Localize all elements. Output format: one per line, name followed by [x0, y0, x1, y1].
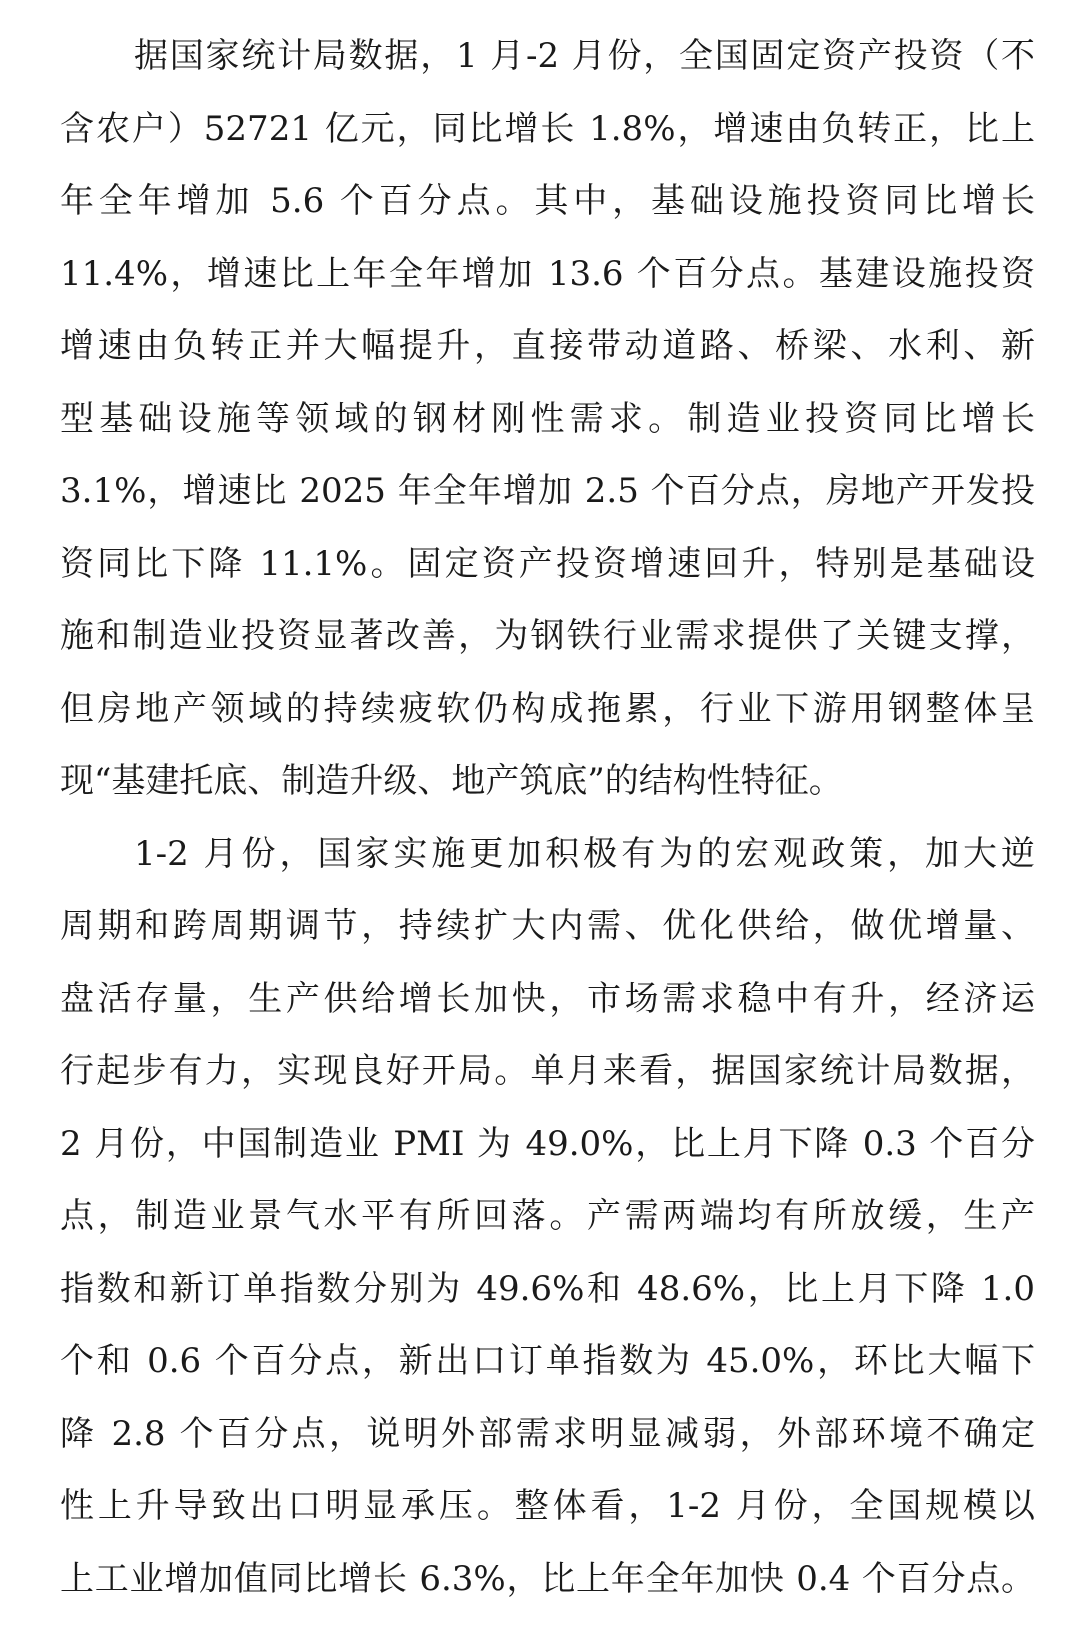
text-line: 但房地产领域的持续疲软仍构成拖累，行业下游用钢整体呈: [60, 689, 1035, 729]
text-line: 11.4%，增速比上年全年增加 13.6 个百分点。基建设施投资: [60, 254, 1035, 294]
text-line: 性上升导致出口明显承压。整体看，1-2 月份，全国规模以: [60, 1486, 1035, 1526]
text-line: 1-2 月份，国家实施更加积极有为的宏观政策，加大逆: [134, 834, 1035, 874]
text-line: 降 2.8 个百分点，说明外部需求明显减弱，外部环境不确定: [60, 1414, 1035, 1454]
text-line: 3.1%，增速比 2025 年全年增加 2.5 个百分点，房地产开发投: [60, 471, 1035, 511]
text-line: 现“基建托底、制造升级、地产筑底”的结构性特征。: [60, 761, 843, 801]
text-line: 盘活存量，生产供给增长加快，市场需求稳中有升，经济运: [60, 979, 1035, 1019]
text-line: 增速由负转正并大幅提升，直接带动道路、桥梁、水利、新: [60, 326, 1035, 366]
text-line: 指数和新订单指数分别为 49.6%和 48.6%，比上月下降 1.0: [60, 1269, 1035, 1309]
text-line: 年全年增加 5.6 个百分点。其中，基础设施投资同比增长: [60, 181, 1035, 221]
text-line: 上工业增加值同比增长 6.3%，比上年全年加快 0.4 个百分点。: [60, 1559, 1035, 1599]
text-line: 施和制造业投资显著改善，为钢铁行业需求提供了关键支撑，: [60, 616, 1035, 656]
text-line: 行起步有力，实现良好开局。单月来看，据国家统计局数据，: [60, 1051, 1035, 1091]
text-line: 点，制造业景气水平有所回落。产需两端均有所放缓，生产: [60, 1196, 1035, 1236]
text-line: 据国家统计局数据，1 月-2 月份，全国固定资产投资（不: [134, 36, 1035, 76]
text-line: 资同比下降 11.1%。固定资产投资增速回升，特别是基础设: [60, 544, 1035, 584]
text-line: 型基础设施等领域的钢材刚性需求。制造业投资同比增长: [60, 399, 1035, 439]
text-line: 含农户）52721 亿元，同比增长 1.8%，增速由负转正，比上: [60, 109, 1035, 149]
text-line: 2 月份，中国制造业 PMI 为 49.0%，比上月下降 0.3 个百分: [60, 1124, 1035, 1164]
text-line: 个和 0.6 个百分点，新出口订单指数为 45.0%，环比大幅下: [60, 1341, 1035, 1381]
text-line: 周期和跨周期调节，持续扩大内需、优化供给，做优增量、: [60, 906, 1035, 946]
